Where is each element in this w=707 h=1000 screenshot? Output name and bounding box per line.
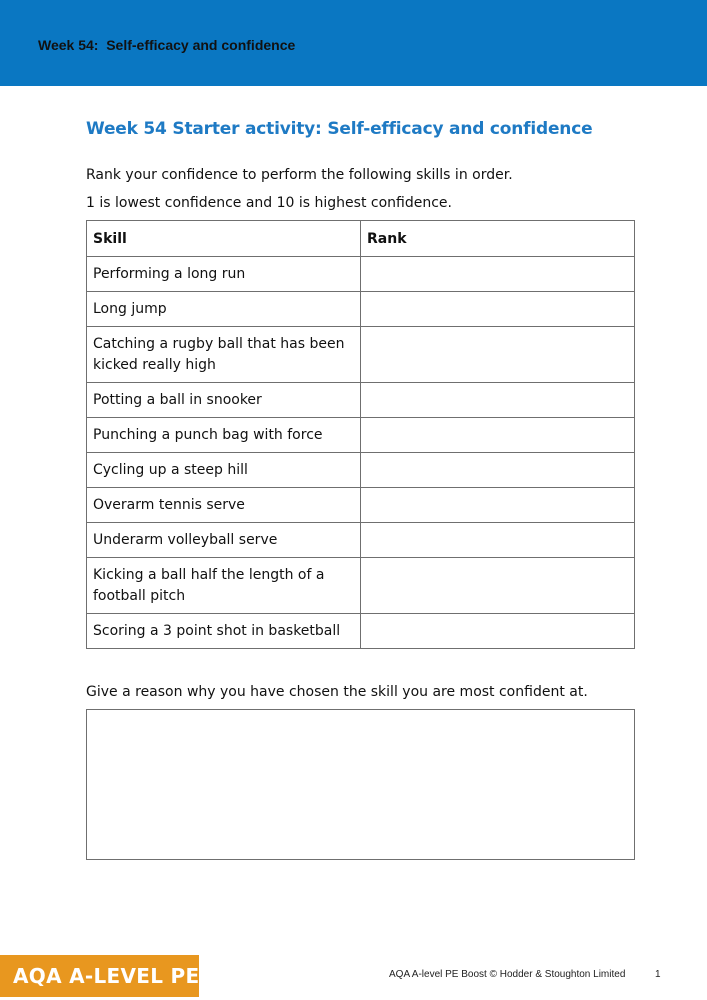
- rank-cell[interactable]: [361, 418, 635, 453]
- skill-cell: Punching a punch bag with force: [87, 418, 361, 453]
- skill-cell: Overarm tennis serve: [87, 488, 361, 523]
- skill-cell: Underarm volleyball serve: [87, 523, 361, 558]
- page-number: 1: [655, 969, 661, 980]
- skill-cell: Scoring a 3 point shot in basketball: [87, 614, 361, 649]
- footer-credit: AQA A-level PE Boost © Hodder & Stoughton Limited: [389, 969, 626, 980]
- table-row: [87, 614, 635, 649]
- skill-cell: Performing a long run: [87, 257, 361, 292]
- header-week-label: Week 54: Self-efficacy and confidence: [38, 37, 296, 53]
- table-row: [87, 383, 635, 418]
- skill-rank-table: [86, 220, 635, 649]
- skill-cell: Long jump: [87, 292, 361, 327]
- page-title: Week 54 Starter activity: Self-efficacy and confidence: [86, 119, 593, 139]
- rank-cell[interactable]: [361, 614, 635, 649]
- rank-cell[interactable]: [361, 453, 635, 488]
- table-header-row: [87, 221, 635, 257]
- rank-cell[interactable]: [361, 257, 635, 292]
- column-header-skill: Skill: [87, 221, 361, 257]
- column-header-rank: Rank: [361, 221, 635, 257]
- instruction-rank: Rank your confidence to perform the following skills in order.: [86, 167, 513, 183]
- skill-cell: Kicking a ball half the length of a football pitch: [87, 558, 361, 614]
- table-row: [87, 523, 635, 558]
- reason-answer-box[interactable]: [86, 709, 635, 860]
- table-row: [87, 292, 635, 327]
- table-row: [87, 418, 635, 453]
- skill-cell: Cycling up a steep hill: [87, 453, 361, 488]
- table-row: [87, 257, 635, 292]
- rank-cell[interactable]: [361, 523, 635, 558]
- reason-question: Give a reason why you have chosen the skill you are most confident at.: [86, 684, 588, 700]
- table-row: [87, 453, 635, 488]
- rank-cell[interactable]: [361, 327, 635, 383]
- table-row: [87, 558, 635, 614]
- header-band: [0, 0, 707, 86]
- skill-cell: Potting a ball in snooker: [87, 383, 361, 418]
- rank-cell[interactable]: [361, 383, 635, 418]
- table-row: [87, 488, 635, 523]
- instruction-scale: 1 is lowest confidence and 10 is highest confidence.: [86, 195, 452, 211]
- table-row: [87, 327, 635, 383]
- rank-cell[interactable]: [361, 558, 635, 614]
- aqa-pe-logo: AQA A-LEVEL PE: [0, 955, 199, 997]
- skill-cell: Catching a rugby ball that has been kicked really high: [87, 327, 361, 383]
- rank-cell[interactable]: [361, 292, 635, 327]
- rank-cell[interactable]: [361, 488, 635, 523]
